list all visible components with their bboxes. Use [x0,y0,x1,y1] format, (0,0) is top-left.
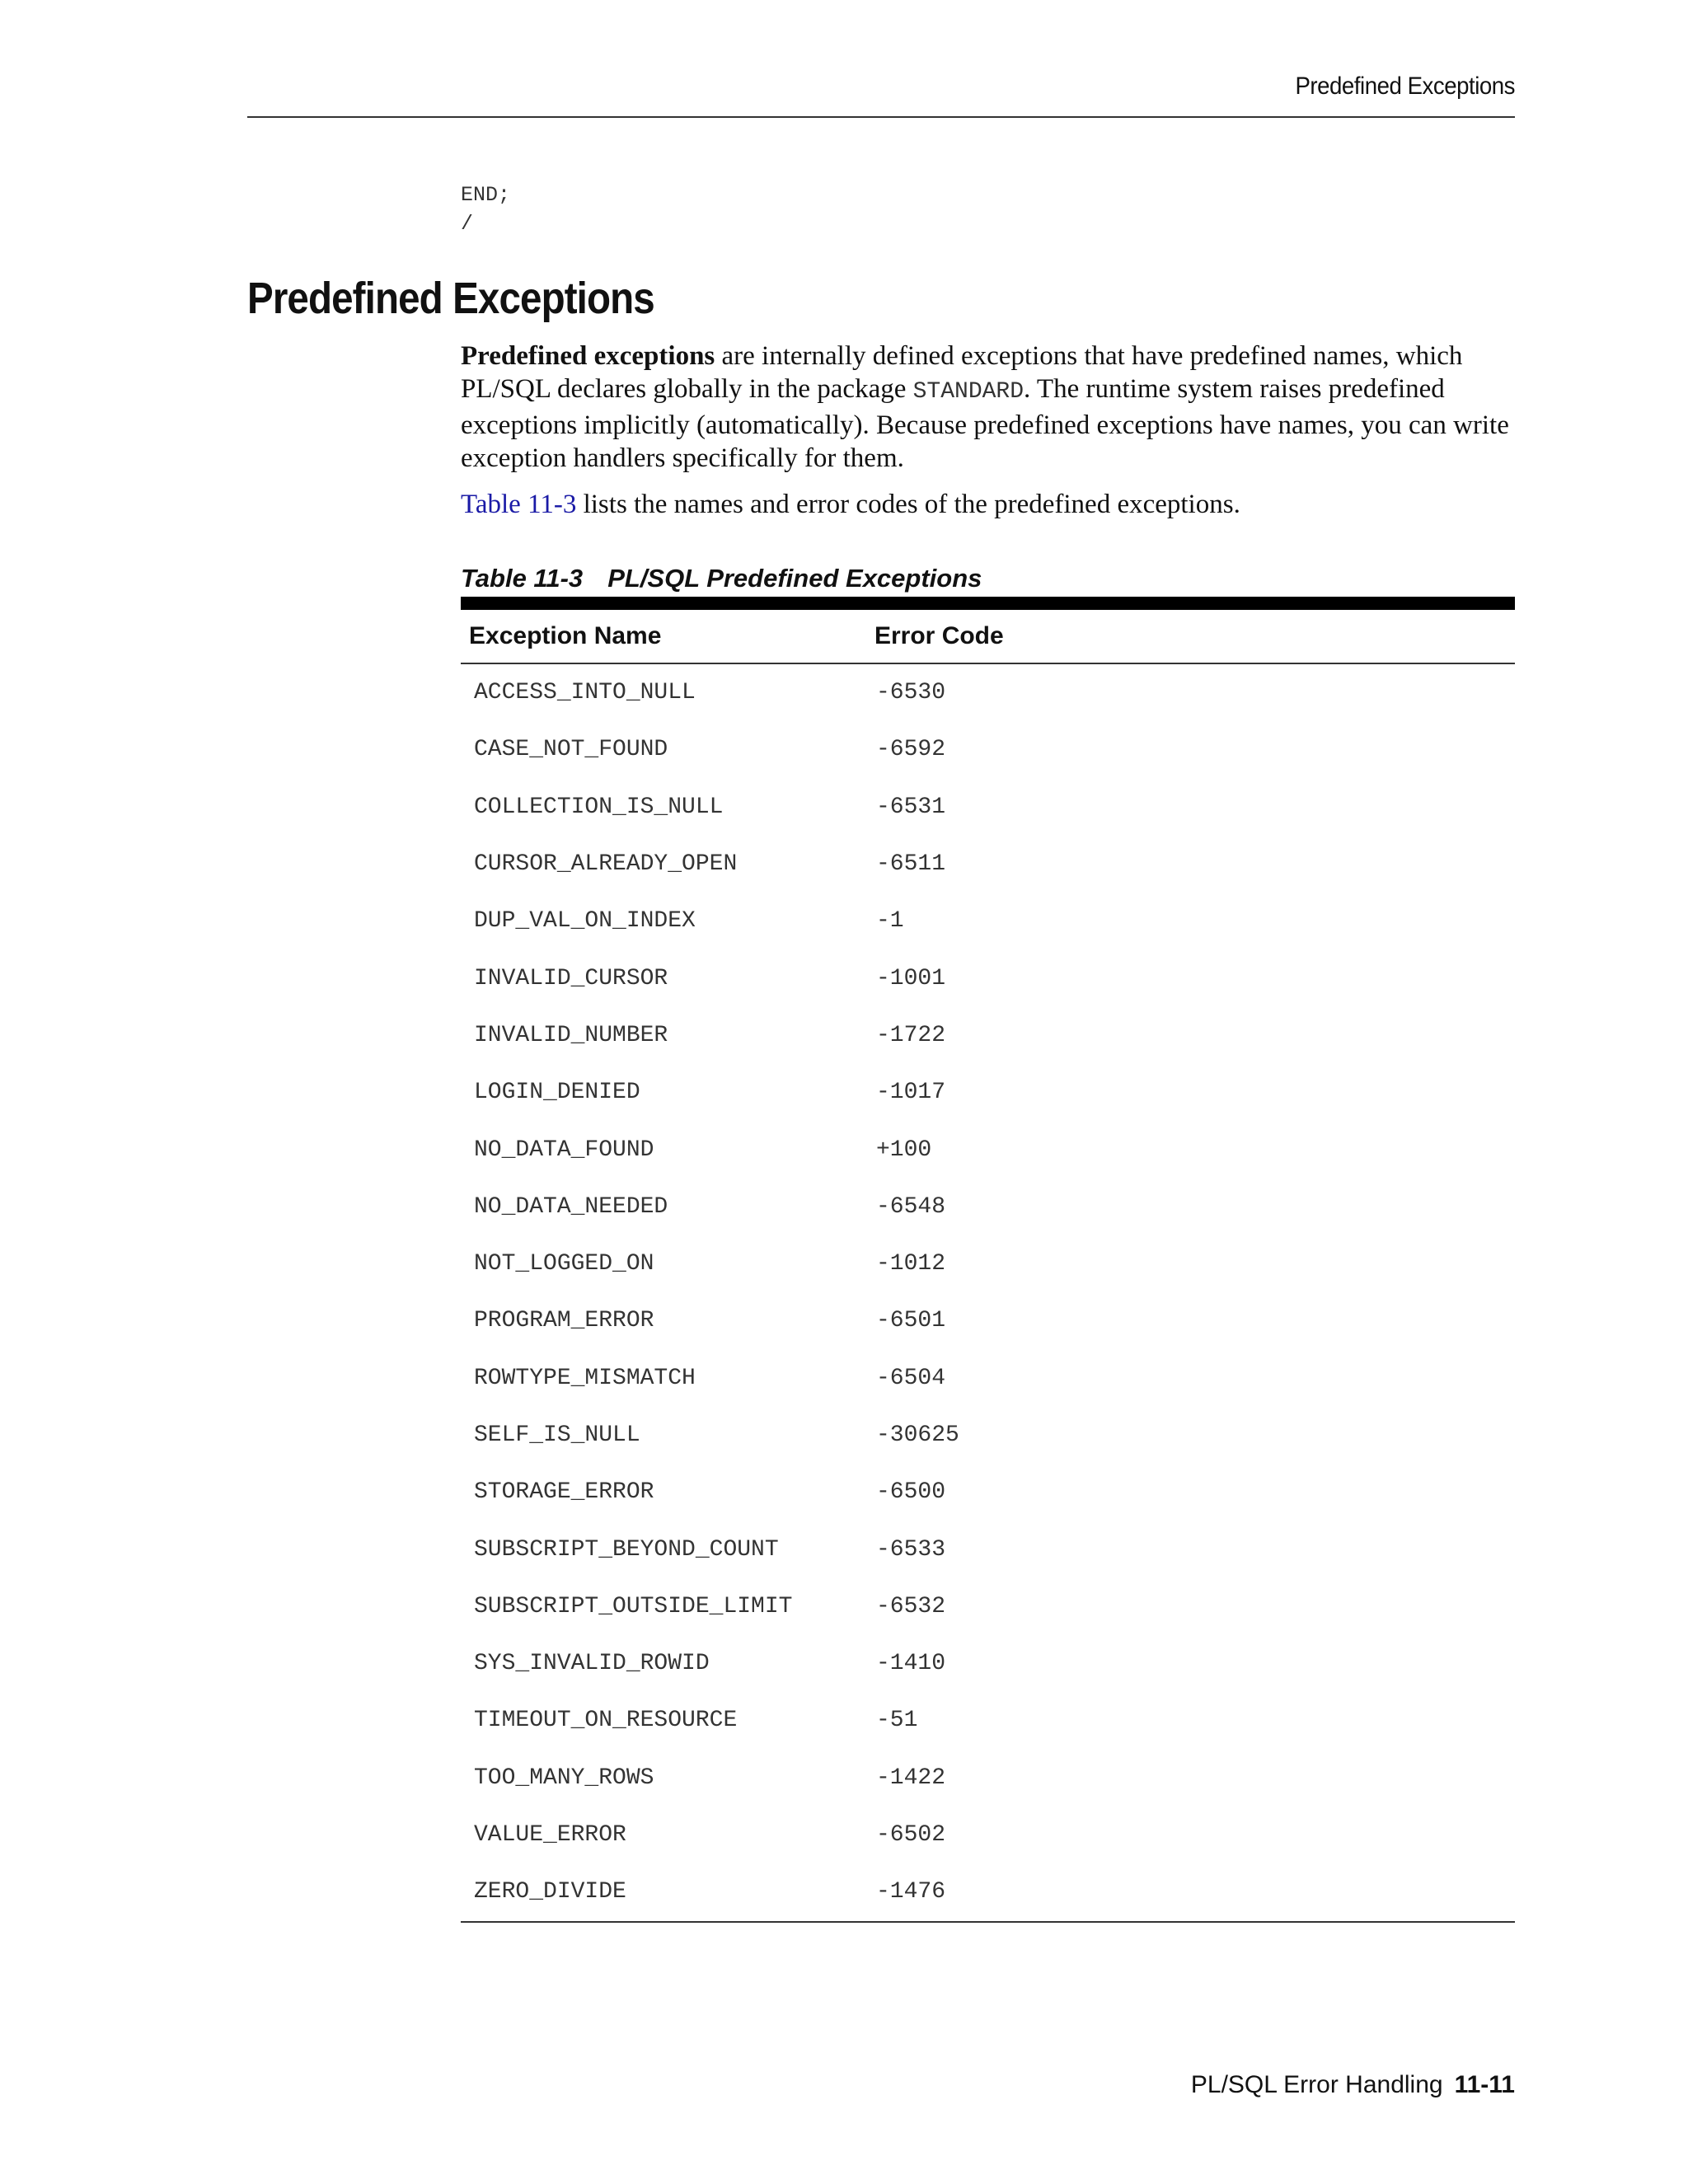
table-row [461,893,1515,949]
section-title: Predefined Exceptions [247,274,654,323]
table-row [461,1578,1515,1635]
exceptions-table [461,610,1515,1923]
error-code-cell: -6511 [876,851,946,878]
paragraph-text: lists the names and error codes of the predefined exceptions. [576,490,1240,519]
footer-chapter-title: PL/SQL Error Handling [1190,2071,1443,2098]
table-link[interactable]: Table 11-3 [461,490,577,519]
error-code-cell: -1422 [876,1765,946,1791]
exception-name-cell: COLLECTION_IS_NULL [474,794,724,820]
header-rule [247,116,1515,118]
code-line: END; [461,183,511,207]
table-reference-paragraph [461,488,1524,521]
page-number: 11-11 [1454,2071,1515,2098]
error-code-cell: -51 [876,1708,918,1734]
exception-name-cell: NO_DATA_NEEDED [474,1193,668,1220]
table-caption [461,562,982,595]
package-name: STANDARD [912,379,1025,405]
exception-name-cell: NOT_LOGGED_ON [474,1251,654,1277]
table-row [461,1292,1515,1349]
intro-paragraph [461,340,1524,475]
table-row [461,1464,1515,1521]
code-fragment [461,180,510,238]
exception-name-cell: CURSOR_ALREADY_OPEN [474,851,738,878]
exception-name-cell: ZERO_DIVIDE [461,1863,866,1921]
error-code-cell: +100 [876,1137,932,1163]
error-code-cell: -6502 [876,1822,946,1849]
table-row [461,1121,1515,1178]
exception-name-cell: TIMEOUT_ON_RESOURCE [474,1708,738,1734]
table-row [461,1407,1515,1464]
running-footer [247,2071,1515,2099]
table-row [461,1350,1515,1407]
paragraph-text: . The runtime system raises predefined exceptions implicitly (automatically). Because predefined exceptions have names, you can write exception handlers specifically for them. [461,374,1509,473]
exception-name-cell: DUP_VAL_ON_INDEX [474,908,696,935]
table-row [461,1064,1515,1121]
table-row [461,1863,1515,1921]
error-code-cell: -30625 [876,1422,959,1448]
table-body [461,663,1515,1922]
exception-name-cell: SELF_IS_NULL [474,1422,640,1448]
error-code-cell: -6533 [876,1536,946,1563]
table-caption-number: Table 11-3 [461,564,584,593]
error-code-cell: -6531 [876,794,946,820]
exception-name-cell: CASE_NOT_FOUND [474,737,668,763]
exception-name-cell: ROWTYPE_MISMATCH [474,1365,696,1391]
table-row [461,721,1515,778]
exception-name-cell: INVALID_CURSOR [474,965,668,991]
table-row [461,779,1515,836]
exception-name-cell: SYS_INVALID_ROWID [474,1651,710,1677]
error-code-cell: -1017 [876,1080,946,1106]
exception-name-cell: NO_DATA_FOUND [474,1137,654,1163]
exception-name-cell: LOGIN_DENIED [474,1080,640,1106]
error-code-cell: -6532 [876,1593,946,1619]
table-row [461,1007,1515,1064]
error-code-cell: -1 [876,908,904,935]
error-code-cell: -1012 [876,1251,946,1277]
exception-name-cell: ACCESS_INTO_NULL [474,680,696,706]
table-row [461,1750,1515,1807]
table-row [461,1692,1515,1749]
table-row [461,1635,1515,1692]
error-code-cell: -1410 [876,1651,946,1677]
exception-name-cell: INVALID_NUMBER [474,1022,668,1048]
table-row [461,1179,1515,1235]
exceptions-table-container [461,597,1515,1923]
paragraph-text: are internally defined exceptions that have predefined names, which PL/SQL declares globally in the package [461,341,1463,404]
exception-name-cell: SUBSCRIPT_OUTSIDE_LIMIT [474,1593,793,1619]
exception-name-cell: SUBSCRIPT_BEYOND_COUNT [474,1536,779,1563]
exception-name-cell: STORAGE_ERROR [474,1479,654,1506]
error-code-cell: -6504 [876,1365,946,1391]
exception-name-cell: VALUE_ERROR [474,1822,626,1849]
error-code-cell: -1001 [876,965,946,991]
table-row [461,663,1515,721]
exception-name-cell: TOO_MANY_ROWS [474,1765,654,1791]
running-header: Predefined Exceptions [1295,73,1515,100]
code-line: / [461,212,474,236]
exception-name-cell: PROGRAM_ERROR [474,1308,654,1334]
error-code-cell: -6500 [876,1479,946,1506]
error-code-cell: -6530 [876,680,946,706]
table-row [461,1235,1515,1292]
table-row [461,949,1515,1006]
column-header-error-code: Error Code [866,610,1515,663]
column-header-exception-name: Exception Name [461,610,866,663]
table-row [461,836,1515,893]
error-code-cell: -1476 [866,1863,1515,1921]
error-code-cell: -6592 [876,737,946,763]
table-header-row [461,610,1515,663]
bold-term: Predefined exceptions [461,341,715,371]
error-code-cell: -1722 [876,1022,946,1048]
table-caption-title: PL/SQL Predefined Exceptions [607,564,982,593]
error-code-cell: -6548 [876,1193,946,1220]
error-code-cell: -6501 [876,1308,946,1334]
table-row [461,1807,1515,1863]
table-row [461,1521,1515,1577]
